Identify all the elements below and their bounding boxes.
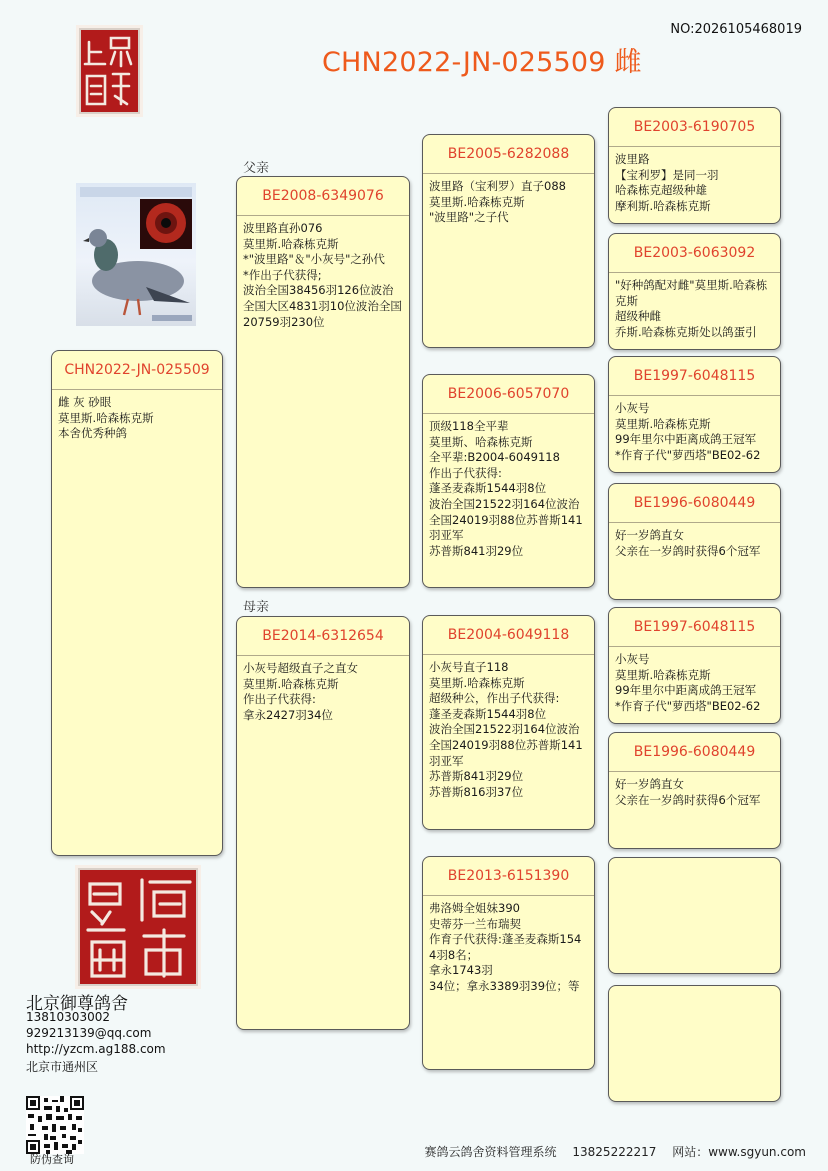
- fmf-line: 99年里尔中距离成鸽王冠军: [615, 432, 757, 447]
- fm-line: 莫里斯、哈森栋克斯: [429, 434, 533, 449]
- loft-website[interactable]: http://yzcm.ag188.com: [26, 1042, 166, 1056]
- mm-ring-number: BE2013-6151390: [423, 857, 594, 896]
- fmm-line: 父亲在一岁鸽时获得6个冠军: [615, 543, 761, 558]
- mff-line: 莫里斯.哈森栋克斯: [615, 667, 711, 682]
- qr-code-pattern: [26, 1096, 84, 1154]
- footer: [413, 1143, 806, 1160]
- fmf-line: *作育子代"萝西塔"BE02-62: [615, 447, 761, 462]
- father-line: *作出子代获得;: [243, 267, 322, 282]
- fff-line: 波里路: [615, 152, 650, 166]
- fmf-line: 小灰号: [615, 401, 650, 415]
- qr-caption: 防伪查询: [30, 1153, 74, 1166]
- mfm-ring-number: BE1996-6080449: [609, 733, 780, 772]
- ggp-card-8-empty[interactable]: [608, 985, 781, 1102]
- qr-code[interactable]: [26, 1096, 84, 1154]
- mff-ring-number: BE1997-6048115: [609, 608, 780, 647]
- mf-ring-number: BE2004-6049118: [423, 616, 594, 655]
- ff-line: "波里路"之子代: [429, 210, 509, 225]
- fm-line: 全平辈:B2004-6049118: [429, 450, 560, 465]
- father-line: 波里路直孙076: [243, 221, 323, 235]
- father-label: 父亲: [243, 161, 270, 176]
- ggp-card-5[interactable]: [608, 607, 781, 724]
- fm-line: 波治全国21522羽164位波治全国24019羽88位苏普斯141羽亚军: [429, 496, 583, 543]
- ggp-card-3[interactable]: [608, 356, 781, 473]
- father-ring-number: BE2008-6349076: [237, 177, 409, 216]
- mother-line: 小灰号超级直子之直女: [243, 661, 358, 675]
- mf-line: 波治全国21522羽164位波治全国24019羽88位苏普斯141羽亚军: [429, 722, 583, 768]
- father-line: *"波里路"＆"小灰号"之孙代: [243, 252, 385, 267]
- loft-name: 北京御尊鸽舍: [26, 994, 128, 1014]
- subject-card[interactable]: [51, 350, 223, 856]
- mf-line: 小灰号直子118: [429, 660, 509, 674]
- fff-line: 哈森栋克超级种雄: [615, 183, 707, 198]
- mf-line: 蓬圣麦森斯1544羽8位: [429, 706, 547, 721]
- mf-line: 超级种公，作出子代获得:: [429, 691, 560, 706]
- fff-ring-number: BE2003-6190705: [609, 108, 780, 147]
- seal-glyphs-bottom: [80, 870, 196, 984]
- mother-card[interactable]: [236, 616, 410, 1030]
- mfm-line: 好一岁鸽直女: [615, 777, 684, 791]
- ggp-card-4[interactable]: [608, 483, 781, 600]
- fff-line: 摩利斯.哈森栋克斯: [615, 198, 711, 213]
- mf-line: 苏普斯841羽29位: [429, 769, 524, 784]
- subject-line: 本舍优秀种鸽: [58, 426, 127, 441]
- fm-line: 顶级118全平辈: [429, 419, 509, 433]
- mother-ring-number: BE2014-6312654: [237, 617, 409, 656]
- mm-line: 作育子代获得:蓬圣麦森斯1544羽8名；: [429, 932, 582, 962]
- ggp-card-7-empty[interactable]: [608, 857, 781, 974]
- ff-ring-number: BE2005-6282088: [423, 135, 594, 174]
- mff-line: 小灰号: [615, 652, 650, 666]
- document-number: NO:2026105468019: [670, 22, 802, 37]
- pigeon-photo: [76, 183, 196, 326]
- mm-line: 弗洛姆全姐妹390: [429, 901, 520, 915]
- paternal-grandfather-card[interactable]: [422, 134, 595, 348]
- mm-line: 史蒂芬一兰布瑞契: [429, 916, 521, 931]
- mff-line: 99年里尔中距离成鸽王冠军: [615, 683, 757, 698]
- ggp-card-6[interactable]: [608, 732, 781, 849]
- ffm-line: 乔斯.哈森栋克斯处以鸽蛋引: [615, 324, 757, 339]
- fm-line: 蓬圣麦森斯1544羽8位: [429, 481, 547, 496]
- ggp-card-2[interactable]: [608, 233, 781, 350]
- subject-ring-number: CHN2022-JN-025509: [52, 351, 222, 390]
- mother-line: 拿永2427羽34位: [243, 707, 333, 722]
- fff-line: 【宝利罗】是同一羽: [615, 167, 719, 182]
- fm-line: 苏普斯841羽29位: [429, 543, 524, 558]
- bottom-seal-stamp: [78, 868, 198, 986]
- mm-line: 拿永1743羽: [429, 963, 493, 978]
- fm-ring-number: BE2006-6057070: [423, 375, 594, 414]
- ff-line: 莫里斯.哈森栋克斯: [429, 194, 525, 209]
- mfm-line: 父亲在一岁鸽时获得6个冠军: [615, 792, 761, 807]
- fm-line: 作出子代获得:: [429, 465, 502, 480]
- ggp-card-1[interactable]: [608, 107, 781, 224]
- seal-glyphs: [81, 30, 138, 112]
- loft-phone: 13810303002: [26, 1010, 110, 1024]
- mm-line: 34位；拿永3389羽39位；等: [429, 978, 580, 993]
- mother-line: 莫里斯.哈森栋克斯: [243, 676, 339, 691]
- mother-line: 作出子代获得:: [243, 692, 316, 707]
- top-seal-stamp: [79, 28, 140, 114]
- page-title: CHN2022-JN-025509 雌: [322, 47, 642, 78]
- ff-line: 波里路（宝利罗）直子088: [429, 179, 566, 193]
- maternal-grandfather-card[interactable]: [422, 615, 595, 830]
- pigeon-image: [76, 183, 196, 326]
- maternal-grandmother-card[interactable]: [422, 856, 595, 1070]
- subject-line: 莫里斯.哈森栋克斯: [58, 410, 154, 425]
- loft-email[interactable]: 929213139@qq.com: [26, 1026, 152, 1040]
- footer-website[interactable]: 网站：www.sgyun.com: [672, 1145, 806, 1159]
- mother-label: 母亲: [243, 600, 270, 615]
- paternal-grandmother-card[interactable]: [422, 374, 595, 588]
- mff-line: *作育子代"萝西塔"BE02-62: [615, 698, 761, 713]
- fmm-ring-number: BE1996-6080449: [609, 484, 780, 523]
- fmm-line: 好一岁鸽直女: [615, 528, 684, 542]
- father-line: 莫里斯.哈森栋克斯: [243, 236, 339, 251]
- ffm-ring-number: BE2003-6063092: [609, 234, 780, 273]
- footer-phone: 13825222217: [572, 1145, 657, 1159]
- subject-line: 雌 灰 砂眼: [58, 395, 112, 409]
- loft-address: 北京市通州区: [26, 1060, 99, 1074]
- fmf-ring-number: BE1997-6048115: [609, 357, 780, 396]
- father-card[interactable]: [236, 176, 410, 588]
- ffm-line: "好种鸽配对雌"莫里斯.哈森栋克斯: [615, 278, 768, 308]
- ffm-line: 超级种雌: [615, 309, 661, 324]
- mf-line: 苏普斯816羽37位: [429, 784, 524, 799]
- footer-system-name: 赛鸽云鸽舍资料管理系统: [424, 1145, 557, 1159]
- father-line: 波治全国38456羽126位波治全国大区4831羽10位波治全国20759羽230位: [243, 283, 402, 329]
- mf-line: 莫里斯.哈森栋克斯: [429, 675, 525, 690]
- fmf-line: 莫里斯.哈森栋克斯: [615, 416, 711, 431]
